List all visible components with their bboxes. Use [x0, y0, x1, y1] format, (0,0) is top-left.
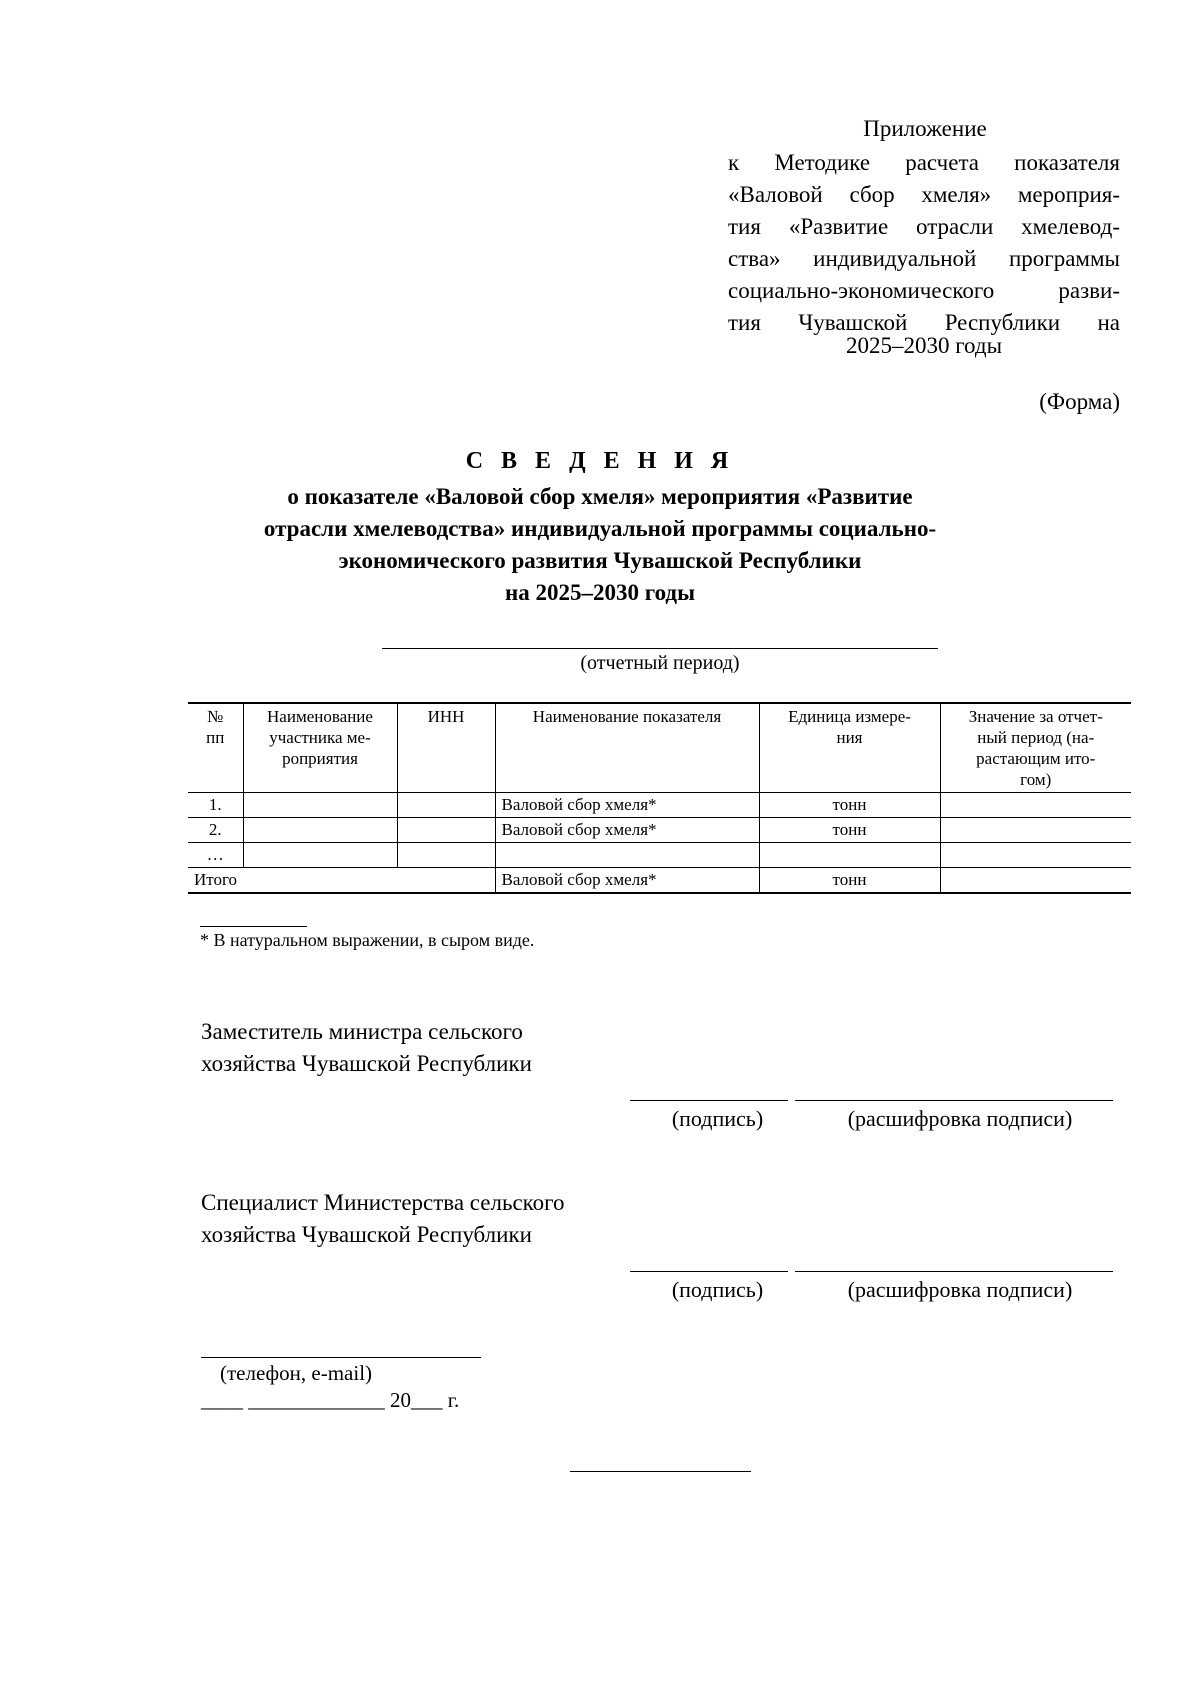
table-row — [188, 843, 1131, 868]
heading-line: о показателе «Валовой сбор хмеля» мероприятия «Развитие — [287, 484, 913, 509]
table-row — [188, 818, 1131, 843]
table-row — [188, 793, 1131, 818]
cell-indicator — [495, 843, 759, 868]
cell-value — [940, 843, 1131, 868]
cell-value — [940, 818, 1131, 843]
appendix-line: тия Чувашской Республики на — [728, 310, 1120, 335]
decoding-line — [795, 1271, 1113, 1272]
cell-value — [940, 868, 1131, 894]
decoding-label: (расшифровка подписи) — [847, 1106, 1073, 1131]
footnote: * В натуральном выражении, в сыром виде. — [200, 930, 535, 950]
appendix-last-line: 2025–2030 годы — [845, 333, 1003, 358]
cell-inn — [397, 793, 495, 818]
cell-unit: тонн — [759, 793, 940, 818]
cell-unit: тонн — [759, 818, 940, 843]
footnote-separator — [200, 926, 307, 927]
appendix-title: Приложение — [863, 116, 987, 141]
cell-indicator: Валовой сбор хмеля* — [495, 793, 759, 818]
cell-participant — [243, 843, 397, 868]
cell-indicator: Валовой сбор хмеля* — [495, 818, 759, 843]
header-value: Значение за отчет- ный период (на- растающим ито- гом) — [940, 703, 1131, 793]
decoding-label: (расшифровка подписи) — [847, 1277, 1073, 1302]
document-title: С В Е Д Е Н И Я — [465, 448, 735, 474]
cell-total-label: Итого — [188, 868, 495, 894]
signer-position: Специалист Министерства сельского хозяйства Чувашской Республики — [201, 1190, 565, 1247]
signature-line — [630, 1100, 788, 1101]
cell-value — [940, 793, 1131, 818]
indicator-table — [188, 702, 1131, 894]
table-total-row — [188, 868, 1131, 894]
cell-unit: тонн — [759, 868, 940, 894]
period-input-line — [382, 648, 938, 649]
signature-label: (подпись) — [671, 1106, 764, 1131]
end-separator — [570, 1471, 751, 1472]
header-unit: Единица измере- ния — [759, 703, 940, 793]
appendix-line: тия «Развитие отрасли хмелевод- — [728, 214, 1120, 239]
header-indicator: Наименование показателя — [495, 703, 759, 793]
signature-line — [630, 1271, 788, 1272]
table-header-row — [188, 703, 1131, 793]
form-label: (Форма) — [1039, 389, 1120, 414]
date-line: ____ _____________ 20___ г. — [201, 1388, 460, 1412]
decoding-line — [795, 1100, 1113, 1101]
header-participant: Наименование участника ме- роприятия — [243, 703, 397, 793]
appendix-line: социально-экономического разви- — [728, 278, 1120, 303]
header-num: № пп — [188, 703, 243, 793]
cell-num: 1. — [188, 793, 243, 818]
cell-num: 2. — [188, 818, 243, 843]
contact-label: (телефон, e-mail) — [220, 1361, 373, 1385]
contact-line — [201, 1357, 481, 1358]
signature-label: (подпись) — [671, 1277, 764, 1302]
heading-line: на 2025–2030 годы — [504, 580, 696, 605]
appendix-line: «Валовой сбор хмеля» мероприя- — [728, 182, 1120, 207]
cell-inn — [397, 818, 495, 843]
signer-position: Заместитель министра сельского хозяйства Чувашской Республики — [201, 1019, 532, 1076]
header-inn: ИНН — [397, 703, 495, 793]
period-label: (отчетный период) — [580, 652, 740, 674]
cell-inn — [397, 843, 495, 868]
cell-participant — [243, 818, 397, 843]
appendix-line: ства» индивидуальной программы — [728, 246, 1120, 271]
heading-line: экономического развития Чувашской Республики — [338, 548, 862, 573]
heading-line: отрасли хмелеводства» индивидуальной программы социально- — [263, 516, 937, 541]
cell-participant — [243, 793, 397, 818]
cell-num: … — [188, 843, 243, 868]
cell-unit — [759, 843, 940, 868]
appendix-line: к Методике расчета показателя — [728, 150, 1120, 175]
cell-indicator: Валовой сбор хмеля* — [495, 868, 759, 894]
